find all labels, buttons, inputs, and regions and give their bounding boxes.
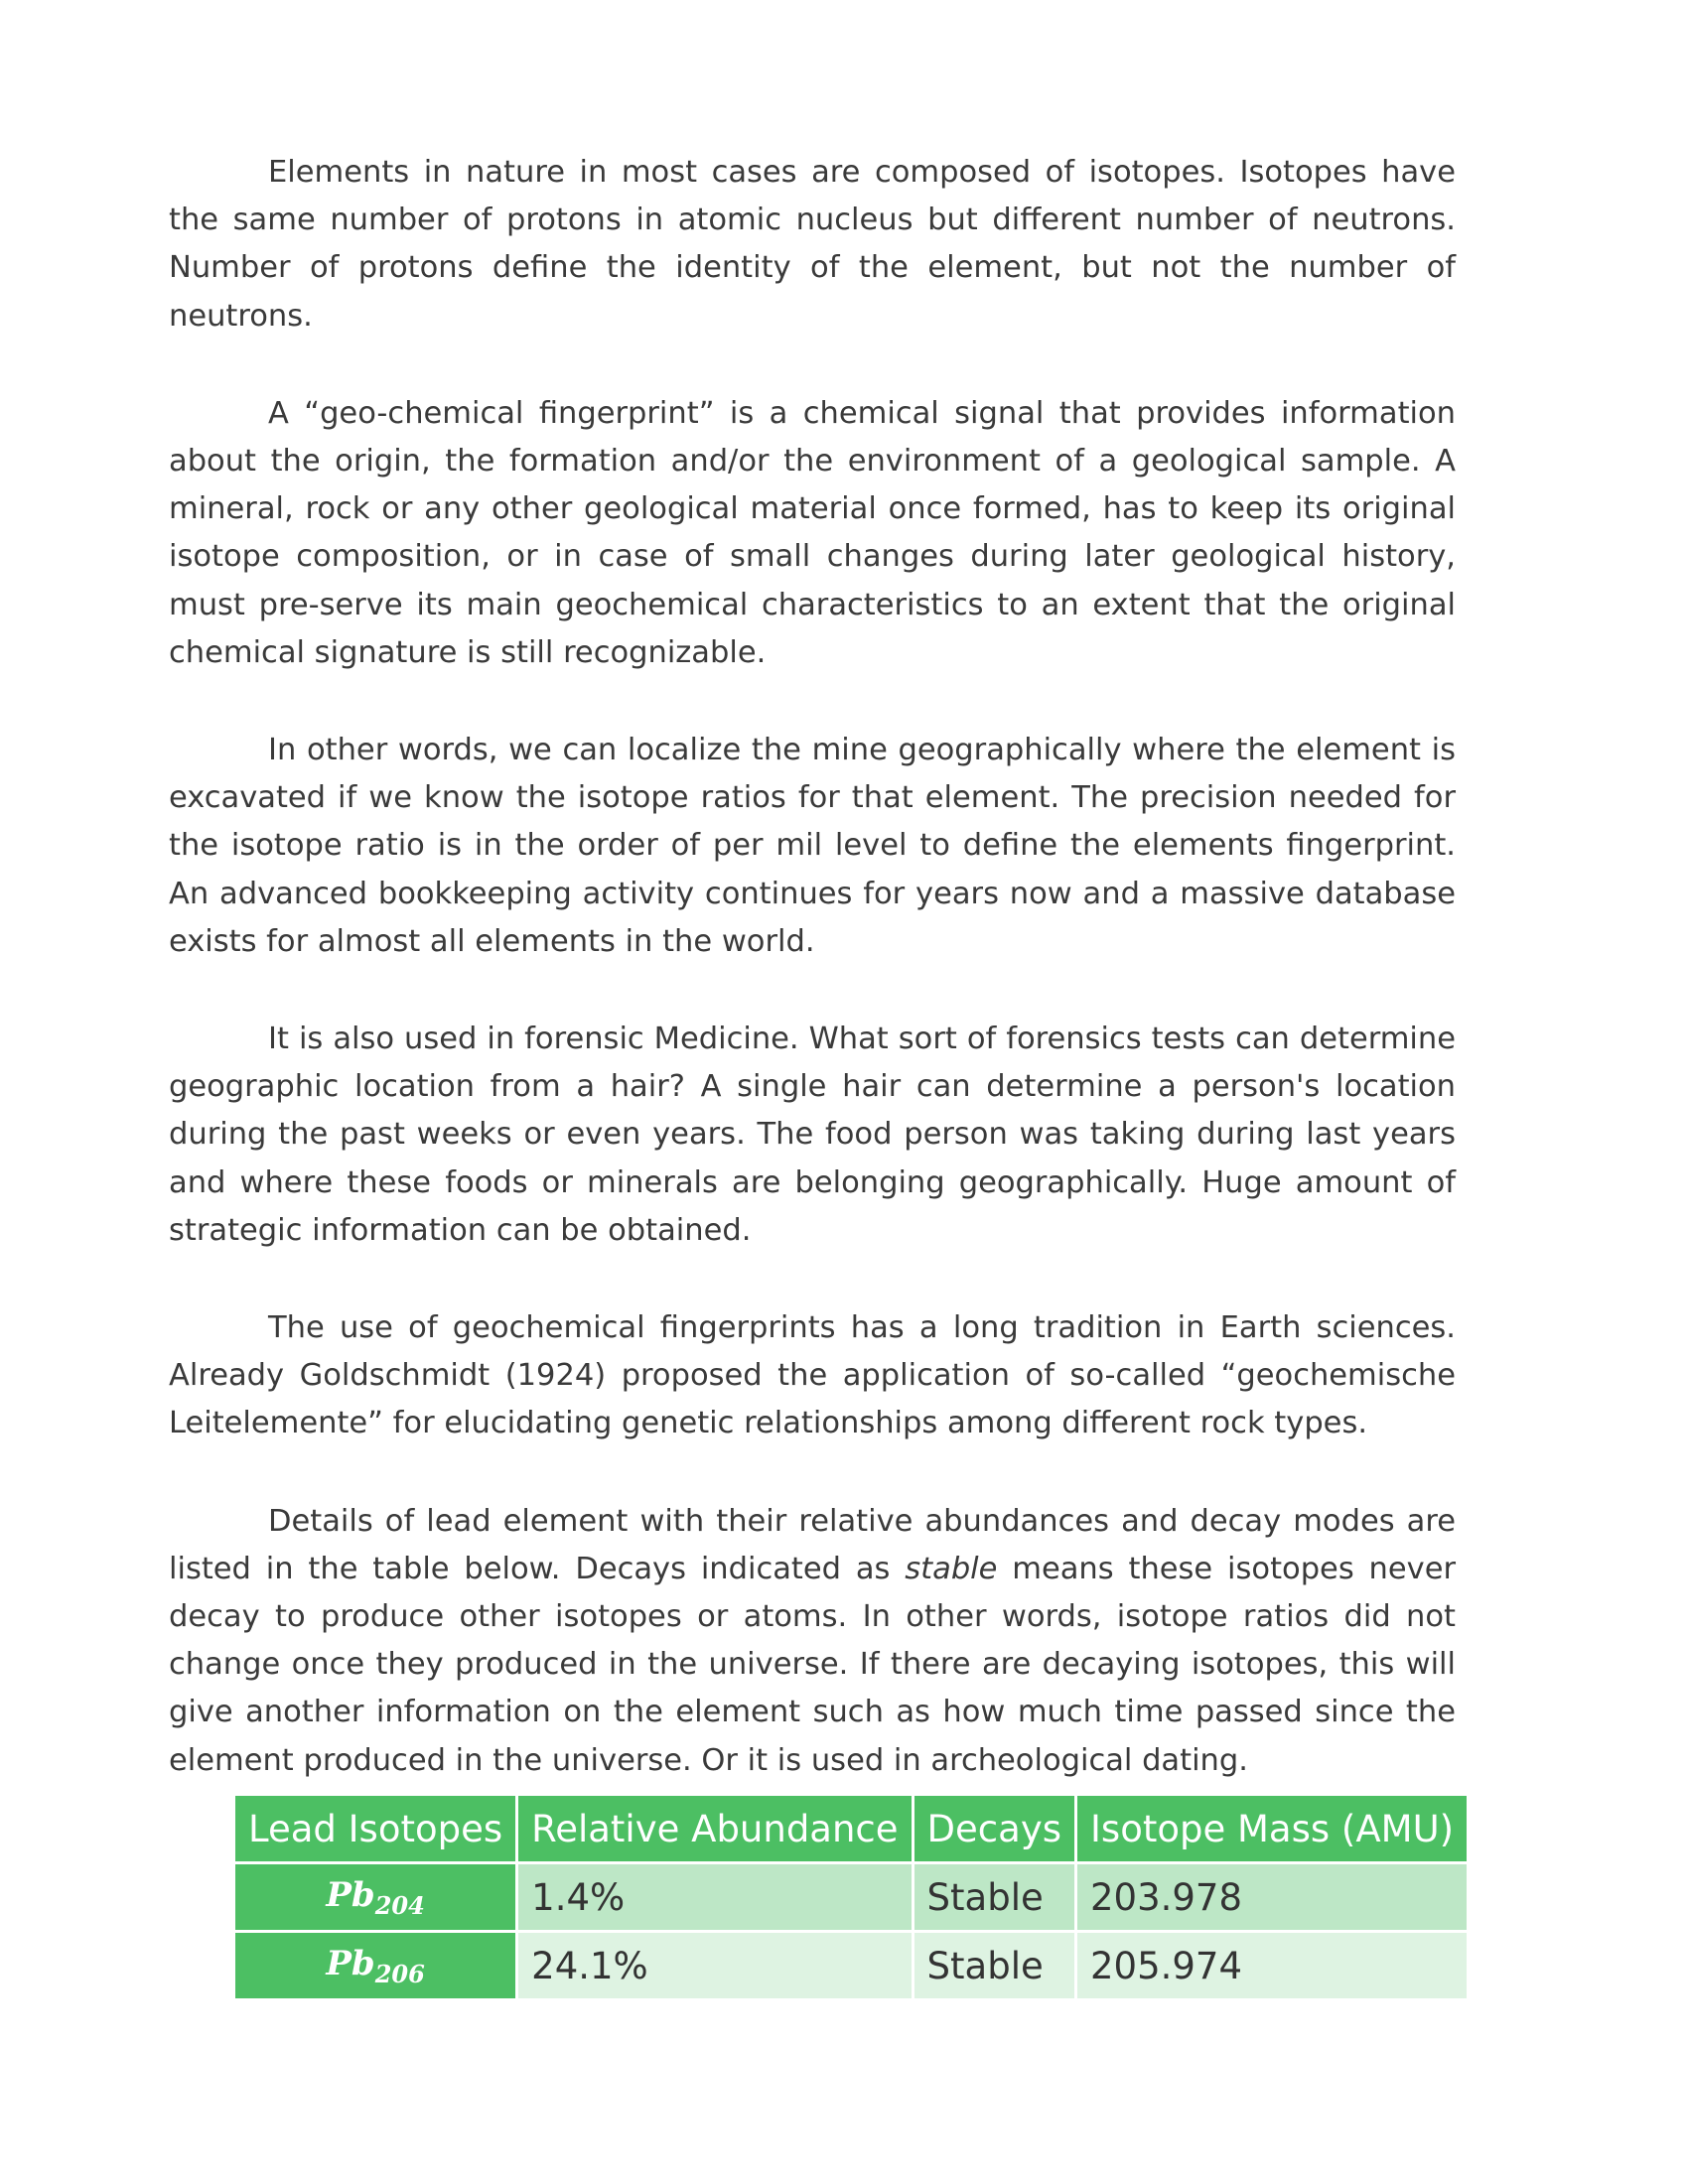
- body-text: [169, 149, 1456, 1835]
- lead-details-text-start: Details of lead element with their relative abundances and decay modes are listed in the table below. Decays indicated as: [169, 1503, 1456, 1586]
- header-lead-isotopes: Lead Isotopes: [234, 1795, 517, 1863]
- isotope-mass-number: 204: [374, 1890, 425, 1920]
- mass-cell: 205.974: [1076, 1932, 1469, 2000]
- isotope-symbol: Pb: [326, 1943, 375, 1983]
- abundance-cell: 24.1%: [517, 1932, 913, 2000]
- mass-cell: 203.978: [1076, 1863, 1469, 1932]
- paragraph-forensic: It is also used in forensic Medicine. What sort of forensics tests can determine geographic location from a hair? A single hair can determine a person's location during the past weeks or even years. The food person was taking during last years and where these foods or minerals are belonging geographically. Huge amount of strategic information can be obtained.: [169, 1022, 1456, 1248]
- decay-cell: Stable: [913, 1932, 1075, 2000]
- isotope-symbol: Pb: [326, 1874, 375, 1915]
- header-isotope-mass: Isotope Mass (AMU): [1076, 1795, 1469, 1863]
- isotope-mass-number: 206: [374, 1959, 425, 1988]
- lead-isotopes-table: [232, 1793, 1470, 2001]
- header-relative-abundance: Relative Abundance: [517, 1795, 913, 1863]
- table-row: [234, 1932, 1469, 2000]
- stable-emphasis: stable: [905, 1551, 998, 1586]
- header-decays: Decays: [913, 1795, 1075, 1863]
- paragraph-localize: In other words, we can localize the mine geographically where the element is excavated if we know the isotope ratios for that element. The precision needed for the isotope ratio is in the order of per mil level to define the elements fingerprint. An advanced bookkeeping activity continues for years now and a massive database exists for almost all elements in the world.: [169, 733, 1456, 959]
- isotope-name-cell: [234, 1863, 517, 1932]
- lead-details-text-end: means these isotopes never decay to produce other isotopes or atoms. In other words, isotope ratios did not change once they produced in the universe. If there are decaying isotopes, this will give another information on the element such as how much time passed since the element produced in the universe. Or it is used in archeological dating.: [169, 1551, 1456, 1778]
- table-row: [234, 1863, 1469, 1932]
- decay-cell: Stable: [913, 1863, 1075, 1932]
- paragraph-tradition: The use of geochemical fingerprints has a long tradition in Earth sciences. Already Goldschmidt (1924) proposed the application of so-called “geochemische Leitelemente” for elucidating genetic relationships among different rock types.: [169, 1310, 1456, 1441]
- isotope-name-cell: [234, 1932, 517, 2000]
- paragraph-lead-details: [169, 1498, 1456, 1785]
- paragraph-fingerprint: A “geo-chemical fingerprint” is a chemical signal that provides information about the origin, the formation and/or the environment of a geological sample. A mineral, rock or any other geological material once formed, has to keep its original isotope composition, or in case of small changes during later geological history, must pre-serve its main geochemical characteristics to an extent that the original chemical signature is still recognizable.: [169, 395, 1456, 670]
- abundance-cell: 1.4%: [517, 1863, 913, 1932]
- table-header-row: [234, 1795, 1469, 1863]
- paragraph-isotopes: Elements in nature in most cases are composed of isotopes. Isotopes have the same number of protons in atomic nucleus but different number of neutrons. Number of protons define the identity of the element, but not the number of neutrons.: [169, 155, 1456, 334]
